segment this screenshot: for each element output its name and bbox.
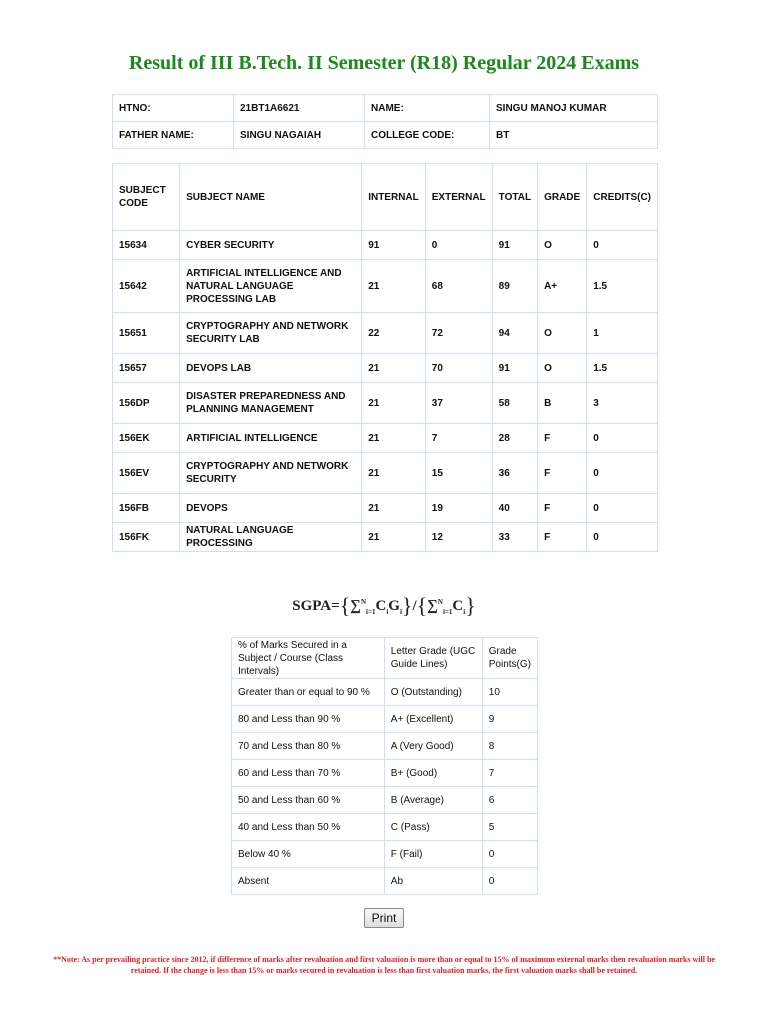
formula-brace: { <box>416 593 428 618</box>
letter-grade-cell: B (Average) <box>384 787 482 814</box>
marks-header-row <box>113 164 658 231</box>
subject-code-cell: 156EK <box>113 424 180 453</box>
col-header-code: SUBJECT CODE <box>113 164 180 231</box>
col-header-external: EXTERNAL <box>425 164 492 231</box>
grade-scale-table <box>231 637 538 895</box>
range-cell: 80 and Less than 90 % <box>232 706 385 733</box>
grade-points-cell: 0 <box>482 868 537 895</box>
subject-name-cell: CRYPTOGRAPHY AND NETWORK SECURITY LAB <box>180 313 362 354</box>
internal-cell: 21 <box>362 424 426 453</box>
letter-grade-cell: A (Very Good) <box>384 733 482 760</box>
subject-row <box>113 494 658 523</box>
col-header-credits: CREDITS(C) <box>587 164 658 231</box>
internal-cell: 21 <box>362 260 426 313</box>
total-cell: 94 <box>492 313 537 354</box>
subject-name-cell: ARTIFICIAL INTELLIGENCE <box>180 424 362 453</box>
grade-cell: F <box>538 494 587 523</box>
formula-sup: N <box>360 598 367 606</box>
letter-grade-cell: B+ (Good) <box>384 760 482 787</box>
formula-brace: } <box>465 593 476 618</box>
formula-sigma: ∑ <box>427 598 438 614</box>
grade-points-cell: 5 <box>482 814 537 841</box>
formula-slash: / <box>412 598 417 614</box>
formula-term: G <box>388 598 400 614</box>
grade-row <box>232 760 538 787</box>
subject-name-cell: DEVOPS LAB <box>180 354 362 383</box>
grade-cell: F <box>538 424 587 453</box>
subject-name-cell: DISASTER PREPAREDNESS AND PLANNING MANAGEMENT <box>180 383 362 424</box>
total-cell: 28 <box>492 424 537 453</box>
subject-row <box>113 383 658 424</box>
external-cell: 15 <box>425 453 492 494</box>
formula-lhs: SGPA= <box>292 598 340 614</box>
range-cell: Absent <box>232 868 385 895</box>
formula-idx: i <box>386 608 389 616</box>
internal-cell: 22 <box>362 313 426 354</box>
total-cell: 91 <box>492 231 537 260</box>
credits-cell: 0 <box>587 494 658 523</box>
formula-sup: N <box>437 598 443 606</box>
external-cell: 68 <box>425 260 492 313</box>
grade-row <box>232 841 538 868</box>
total-cell: 58 <box>492 383 537 424</box>
htno-value: 21BT1A6621 <box>234 95 365 122</box>
grade-row <box>232 814 538 841</box>
external-cell: 37 <box>425 383 492 424</box>
grade-points-cell: 8 <box>482 733 537 760</box>
subject-name-cell: CRYPTOGRAPHY AND NETWORK SECURITY <box>180 453 362 494</box>
formula-brace: } <box>401 593 413 618</box>
college-value: BT <box>490 122 658 149</box>
total-cell: 89 <box>492 260 537 313</box>
credits-cell: 1.5 <box>587 260 658 313</box>
internal-cell: 21 <box>362 523 426 552</box>
father-value: SINGU NAGAIAH <box>234 122 365 149</box>
col-header-name: SUBJECT NAME <box>180 164 362 231</box>
credits-cell: 3 <box>587 383 658 424</box>
grade-points-cell: 0 <box>482 841 537 868</box>
grade-cell: O <box>538 231 587 260</box>
internal-cell: 21 <box>362 383 426 424</box>
subject-code-cell: 156FB <box>113 494 180 523</box>
external-cell: 12 <box>425 523 492 552</box>
subject-code-cell: 15657 <box>113 354 180 383</box>
marks-table <box>112 163 658 552</box>
range-cell: 50 and Less than 60 % <box>232 787 385 814</box>
range-cell: 60 and Less than 70 % <box>232 760 385 787</box>
subject-code-cell: 156FK <box>113 523 180 552</box>
sgpa-formula <box>0 593 768 619</box>
htno-label: HTNO: <box>113 95 234 122</box>
info-row <box>113 95 658 122</box>
credits-cell: 0 <box>587 523 658 552</box>
range-cell: 70 and Less than 80 % <box>232 733 385 760</box>
external-cell: 0 <box>425 231 492 260</box>
name-value: SINGU MANOJ KUMAR <box>490 95 658 122</box>
internal-cell: 91 <box>362 231 426 260</box>
subject-name-cell: CYBER SECURITY <box>180 231 362 260</box>
range-cell: Below 40 % <box>232 841 385 868</box>
subject-row <box>113 354 658 383</box>
subject-row <box>113 523 658 552</box>
subject-row <box>113 260 658 313</box>
subject-name-cell: NATURAL LANGUAGE PROCESSING <box>180 523 362 552</box>
col-header-letter: Letter Grade (UGC Guide Lines) <box>384 638 482 679</box>
letter-grade-cell: O (Outstanding) <box>384 679 482 706</box>
grade-row <box>232 787 538 814</box>
internal-cell: 21 <box>362 354 426 383</box>
total-cell: 33 <box>492 523 537 552</box>
formula-sub: i=1 <box>366 608 376 616</box>
subject-code-cell: 156DP <box>113 383 180 424</box>
student-info-table <box>112 94 658 149</box>
formula-sub: i=1 <box>442 608 453 616</box>
credits-cell: 1.5 <box>587 354 658 383</box>
total-cell: 91 <box>492 354 537 383</box>
total-cell: 40 <box>492 494 537 523</box>
subject-row <box>113 453 658 494</box>
external-cell: 72 <box>425 313 492 354</box>
internal-cell: 21 <box>362 453 426 494</box>
credits-cell: 1 <box>587 313 658 354</box>
grade-points-cell: 6 <box>482 787 537 814</box>
subject-row <box>113 313 658 354</box>
subject-row <box>113 231 658 260</box>
formula-idx: i <box>399 608 402 616</box>
subject-code-cell: 156EV <box>113 453 180 494</box>
grade-cell: O <box>538 354 587 383</box>
range-cell: Greater than or equal to 90 % <box>232 679 385 706</box>
grade-cell: O <box>538 313 587 354</box>
grade-points-cell: 9 <box>482 706 537 733</box>
subject-name-cell: ARTIFICIAL INTELLIGENCE AND NATURAL LANGUAGE PROCESSING LAB <box>180 260 362 313</box>
external-cell: 19 <box>425 494 492 523</box>
grade-points-cell: 10 <box>482 679 537 706</box>
external-cell: 70 <box>425 354 492 383</box>
letter-grade-cell: Ab <box>384 868 482 895</box>
credits-cell: 0 <box>587 453 658 494</box>
col-header-total: TOTAL <box>492 164 537 231</box>
letter-grade-cell: A+ (Excellent) <box>384 706 482 733</box>
formula-sigma: ∑ <box>350 598 361 614</box>
formula-brace: { <box>339 593 351 618</box>
page-title: Result of III B.Tech. II Semester (R18) Regular 2024 Exams <box>128 52 640 74</box>
grade-row <box>232 868 538 895</box>
grade-header-row <box>232 638 538 679</box>
subject-code-cell: 15642 <box>113 260 180 313</box>
internal-cell: 21 <box>362 494 426 523</box>
grade-row <box>232 733 538 760</box>
grade-cell: F <box>538 523 587 552</box>
formula-term: C <box>375 598 387 614</box>
formula-term: C <box>452 598 464 614</box>
revaluation-note: **Note: As per prevailing practice since 2012, if difference of marks after revaluation and first valuation is more than or equal to 15% of maximum external marks then revaluation marks will be retained. If the change is less than 15% or marks secured in revaluation is less than first valuation marks, the first valuation marks shall be retained. <box>53 955 715 975</box>
grade-points-cell: 7 <box>482 760 537 787</box>
credits-cell: 0 <box>587 231 658 260</box>
subject-name-cell: DEVOPS <box>180 494 362 523</box>
print-button[interactable]: Print <box>364 908 404 928</box>
letter-grade-cell: C (Pass) <box>384 814 482 841</box>
letter-grade-cell: F (Fail) <box>384 841 482 868</box>
external-cell: 7 <box>425 424 492 453</box>
subject-row <box>113 424 658 453</box>
name-label: NAME: <box>365 95 490 122</box>
formula-idx: i <box>463 608 466 616</box>
col-header-grade: GRADE <box>538 164 587 231</box>
col-header-points: Grade Points(G) <box>482 638 537 679</box>
credits-cell: 0 <box>587 424 658 453</box>
grade-cell: B <box>538 383 587 424</box>
grade-cell: F <box>538 453 587 494</box>
range-cell: 40 and Less than 50 % <box>232 814 385 841</box>
grade-row <box>232 679 538 706</box>
info-row <box>113 122 658 149</box>
father-label: FATHER NAME: <box>113 122 234 149</box>
subject-code-cell: 15634 <box>113 231 180 260</box>
grade-cell: A+ <box>538 260 587 313</box>
college-label: COLLEGE CODE: <box>365 122 490 149</box>
grade-row <box>232 706 538 733</box>
col-header-internal: INTERNAL <box>362 164 426 231</box>
subject-code-cell: 15651 <box>113 313 180 354</box>
total-cell: 36 <box>492 453 537 494</box>
col-header-range: % of Marks Secured in a Subject / Course (Class Intervals) <box>232 638 385 679</box>
